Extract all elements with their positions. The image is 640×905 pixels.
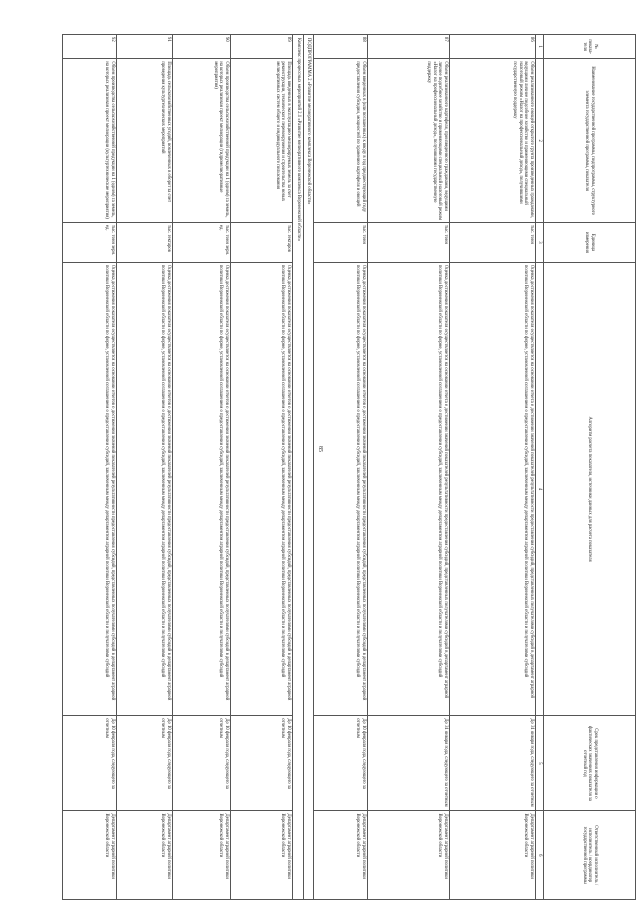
responsible: Департамент аграрной политики Воронежской области: [314, 811, 368, 900]
indicator-name: Объем производства сельскохозяйственной продукции на 1 (одном) га земель, на которых реализован проект мелиорации (гидромелиоративные мероприятия): [173, 59, 231, 223]
indicator-name: Площадь введенных в эксплуатацию мелиорируемых земель за счет реконструкции, технического перевооружения и строительства новых мелиоративных систем общего и индивидуального пользования: [231, 59, 293, 223]
algorithm: Оценка достижения показателя осуществляется на основании отчетов о достижении значений показателей результативности предоставления субсидий, представленных получателями субсидий в департамент аграрной политики Воронежской области по форме, установленной соглашением о предоставлении субсидий, заключенным между департаментом аграрной политики Воронежской области и получателями субсидий: [173, 262, 231, 716]
row-number: 86: [450, 35, 536, 59]
header-row: [544, 35, 636, 900]
table-row: [368, 35, 450, 900]
unit: тыс. тонн: [368, 223, 450, 263]
term: До 31 января года, следующего за отчетным: [450, 716, 536, 811]
term: До 10 февраля года, следующего за отчетным: [117, 716, 173, 811]
header-cell-term: Срок представления информации о фактических значениях показателя за отчетный год: [544, 716, 636, 811]
indicator-name: Площадь сельскохозяйственных угодий, вовлеченных в оборот за счет проведения культуртехнических мероприятий: [117, 59, 173, 223]
column-number: 5: [536, 716, 544, 811]
column-number: 1: [536, 35, 544, 59]
row-number: 89: [231, 35, 293, 59]
indicator-name: Объем реализованного овощей открытого грунта произведенных гражданами, ведущими личное подсобное хозяйство и применяющими специальный налоговый режим «Налог на профессиональный доход», получившими государственную поддержку: [450, 59, 536, 223]
indicators-table: [62, 34, 636, 900]
complex-row: [293, 35, 304, 900]
term: До 10 февраля года, следующего за отчетным: [231, 716, 293, 811]
row-number: 92: [63, 35, 117, 59]
algorithm: Оценка достижения показателя осуществляется на основании отчетов о достижении значений показателей результативности предоставления субсидий, представленных получателями субсидий в департамент аграрной политики Воронежской области по форме, установленной соглашением о предоставлении субсидий, заключенным между департаментом аграрной политики Воронежской области и получателями субсидий: [63, 262, 117, 716]
column-number: 3: [536, 223, 544, 263]
term: До 10 февраля года, следующего за отчетным: [63, 716, 117, 811]
algorithm: Оценка достижения показателя осуществляется на основании отчета о достижении значений показателей результативности предоставления субсидий, представленных получателями субсидий в департамент аграрной политики Воронежской области по форме, установленной соглашением о предоставлении субсидий, заключенным между департаментом аграрной политики Воронежской области и получателями субсидий: [368, 262, 450, 716]
header-cell-number: № показа-теля: [544, 35, 636, 59]
unit: тыс. гектаров: [117, 223, 173, 263]
unit: тыс. гектаров: [231, 223, 293, 263]
indicator-name: Объем введенных в (или погашенных) к вводу в год предшествующий году предоставления субсидии, мощностей по хранению картофеля и овощей: [314, 59, 368, 223]
algorithm: Оценка достижения показателя осуществляется на основании отчетов о достижении значений показателей результативности предоставления субсидий, представленных получателями субсидий в департамент аграрной политики Воронежской области по форме, установленной соглашением о предоставлении субсидий, заключенным между департаментом аграрной политики Воронежской области и получателями субсидий: [231, 262, 293, 716]
algorithm: Оценка достижения показателя осуществляется на основании отчетов о достижении значений показателей результативности предоставления субсидий, представленных получателями субсидий в департамент аграрной политики Воронежской области по форме, установленной соглашением о предоставлении субсидий, заключенным между департаментом аграрной политики Воронежской области и получателями субсидий: [117, 262, 173, 716]
unit: тыс. тонн зерн. ед.: [173, 223, 231, 263]
indicator-name: Объем производства сельскохозяйственной продукции на 1 (одном) га земель, на которых реализован проект мелиорации (культуртехнические мероприятия): [63, 59, 117, 223]
row-number: 90: [173, 35, 231, 59]
unit: тыс. тонн: [450, 223, 536, 263]
row-number: 91: [117, 35, 173, 59]
header-cell-algorithm: Алгоритм расчета показателя, источники данных для расчета показателя: [544, 262, 636, 716]
unit: тыс. тонн зерн. ед.: [63, 223, 117, 263]
responsible: Департамент аграрной политики Воронежской области: [173, 811, 231, 900]
responsible: Департамент аграрной политики Воронежской области: [368, 811, 450, 900]
table-row: [231, 35, 293, 900]
table-row: [173, 35, 231, 900]
column-number: 6: [536, 811, 544, 900]
complex-title: Комплекс процессных мероприятий 2.1 «Развитие мелиоративного комплекса Воронежской области»: [293, 35, 304, 900]
row-number: 88: [314, 35, 368, 59]
table-row: [117, 35, 173, 900]
term: До 31 января года, следующего за отчетным: [368, 716, 450, 811]
table-row: [314, 35, 368, 900]
row-number: 87: [368, 35, 450, 59]
column-number: 2: [536, 59, 544, 223]
table-row: [63, 35, 117, 900]
indicator-name: Объем реализованного картофеля, произведенного гражданами, ведущими личное подсобное хозяйство и применяющими специальный налоговый режим «Налог на профессиональный доход», получившими государственную поддержку: [368, 59, 450, 223]
page-number: 85: [317, 446, 323, 452]
responsible: Департамент аграрной политики Воронежской области: [450, 811, 536, 900]
rotated-page: [64, 34, 636, 900]
header-cell-name: Наименование государственной программы, подпрограммы, структурного элемента государственной программы, показателя: [544, 59, 636, 223]
algorithm: Оценка достижения показателя осуществляется на основании отчетов о достижении значений показателей результативности предоставления субсидий, представленных получателями субсидий в департамент аграрной политики Воронежской области по форме, установленной соглашением о предоставлении субсидий, заключенным между департаментом аграрной политики Воронежской области и получателями субсидий: [314, 262, 368, 716]
subprogram-row: [303, 35, 314, 900]
responsible: Департамент аграрной политики Воронежской области: [117, 811, 173, 900]
algorithm: Оценка достижения показателя осуществляется на основании отчета о достижении значений показателей результативности предоставления субсидий, представленных получателями субсидий в департамент аграрной политики Воронежской области по форме, установленной соглашением о предоставлении субсидий, заключенным между департаментом аграрной политики Воронежской области и получателями субсидий: [450, 262, 536, 716]
subprogram-title: ПОДПРОГРАММА 2 «Развитие мелиоративного комплекса Воронежской области»: [303, 35, 314, 900]
column-number-row: [536, 35, 544, 900]
responsible: Департамент аграрной политики Воронежской области: [63, 811, 117, 900]
unit: тыс. тонн: [314, 223, 368, 263]
column-number: 4: [536, 262, 544, 716]
header-cell-unit: Единица измерения: [544, 223, 636, 263]
table-row: [450, 35, 536, 900]
term: До 10 февраля года, следующего за отчетным: [173, 716, 231, 811]
header-cell-responsible: Ответственный исполнитель / исполнитель / координатор государственной программы: [544, 811, 636, 900]
term: До 10 февраля года, следующего за отчетным: [314, 716, 368, 811]
responsible: Департамент аграрной политики Воронежской области: [231, 811, 293, 900]
